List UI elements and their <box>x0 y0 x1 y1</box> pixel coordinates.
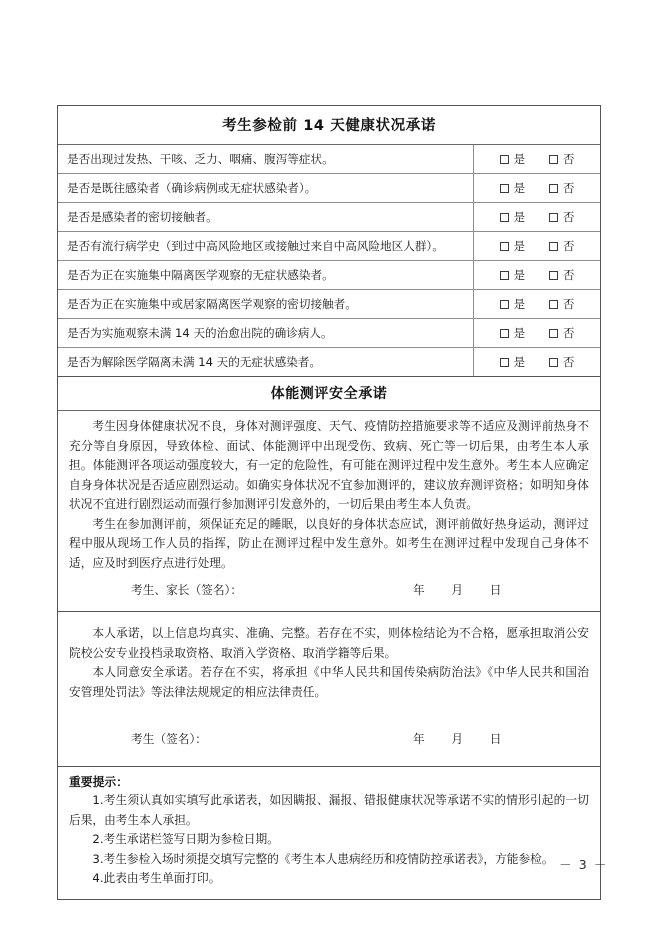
answer-choices <box>473 290 600 318</box>
commitment-paragraph-2: 本人同意安全承诺。若存在不实，将承担《中华人民共和国传染病防治法》《中华人民共和国治安管理处罚法》等法律法规规定的相应法律责任。 <box>69 665 589 699</box>
answer-choices <box>473 319 600 347</box>
choice-no-label: 否 <box>563 152 575 166</box>
fitness-paragraph-2: 考生在参加测评前，须保证充足的睡眠，以良好的身体状态应试，测评前做好热身运动，测评过程中服从现场工作人员的指挥，防止在测评过程中发生意外。如考生在测评过程中发现自己身体不适，应及时到医疗点进行处理。 <box>69 516 589 570</box>
choice-no-label: 否 <box>563 355 575 369</box>
checkbox-icon[interactable] <box>549 213 558 222</box>
date-month-label: 月 <box>451 732 464 746</box>
date-day-label: 日 <box>489 732 502 746</box>
answer-choices <box>473 174 600 202</box>
choice-no[interactable] <box>549 348 574 376</box>
choice-no[interactable] <box>549 203 574 231</box>
choice-no[interactable] <box>549 261 574 289</box>
choice-yes-label: 是 <box>513 152 525 166</box>
checkbox-icon[interactable] <box>549 184 558 193</box>
choice-no-label: 否 <box>563 326 575 340</box>
commitment-section-body <box>58 611 600 766</box>
choice-no[interactable] <box>549 174 574 202</box>
checkbox-icon[interactable] <box>549 242 558 251</box>
notes-title: 重要提示： <box>69 775 128 789</box>
list-item: 1.考生须认真如实填写此承诺表，如因瞒报、漏报、错报健康状况等承诺不实的情形引起的一切后果，由考生本人承担。 <box>69 793 589 827</box>
answer-choices <box>473 348 600 376</box>
table-row <box>58 174 600 203</box>
page-number: － 3 － <box>559 857 608 872</box>
commitment-signature-label[interactable]: 考生（签名）： <box>131 732 207 746</box>
commitment-signature-row <box>69 722 589 756</box>
list-item: 3.考生参检入场时须提交填写完整的《考生本人患病经历和疫情防控承诺表》，方能参检。 <box>92 851 554 866</box>
checkbox-icon[interactable] <box>549 271 558 280</box>
question-text: 是否有流行病学史（到过中高风险地区或接触过来自中高风险地区人群）。 <box>67 239 444 253</box>
choice-yes-label: 是 <box>513 210 525 224</box>
choice-yes[interactable] <box>500 203 525 231</box>
spacer <box>69 889 589 895</box>
fitness-signature-row <box>69 573 589 607</box>
checkbox-icon[interactable] <box>500 271 509 280</box>
choice-no[interactable] <box>549 290 574 318</box>
table-row <box>58 145 600 174</box>
answer-choices <box>473 203 600 231</box>
fitness-section-title: 体能测评安全承诺 <box>58 376 600 411</box>
date-year-label: 年 <box>412 732 426 746</box>
checkbox-icon[interactable] <box>549 155 558 164</box>
health-commitment-form <box>57 105 601 900</box>
choice-yes[interactable] <box>500 261 525 289</box>
choice-yes-label: 是 <box>513 297 525 311</box>
choice-no-label: 否 <box>563 239 575 253</box>
choice-yes[interactable] <box>500 145 525 173</box>
table-row <box>58 203 600 232</box>
health-section-title: 考生参检前 14 天健康状况承诺 <box>58 106 600 145</box>
commitment-signature-date[interactable] <box>402 731 513 747</box>
fitness-paragraph-1: 考生因身体健康状况不良，身体对测评强度、天气、疫情防控措施要求等不适应及测评前热身不充分等自身原因，导致体检、面试、体能测评中出现受伤、致病、死亡等一切后果，由考生本人承担。体能测评各项运动强度较大，有一定的危险性，有可能在测评过程中发生意外。考生本人应确定自身身体状况是否适应剧烈运动。如确实身体状况不宜参加测评的，建议放弃测评资格；如明知身体状况不宜进行剧烈运动而强行参加测评引发意外的，一切后果由考生本人负责。 <box>69 419 589 511</box>
choice-yes[interactable] <box>500 290 525 318</box>
checkbox-icon[interactable] <box>500 184 509 193</box>
choice-yes-label: 是 <box>513 268 525 282</box>
notes-section <box>58 766 600 899</box>
choice-yes[interactable] <box>500 174 525 202</box>
choice-yes-label: 是 <box>513 239 525 253</box>
answer-choices <box>473 145 600 173</box>
checkbox-icon[interactable] <box>500 155 509 164</box>
choice-no[interactable] <box>549 232 574 260</box>
checkbox-icon[interactable] <box>500 213 509 222</box>
date-month-label: 月 <box>451 583 464 597</box>
answer-choices <box>473 232 600 260</box>
checkbox-icon[interactable] <box>549 358 558 367</box>
choice-no-label: 否 <box>563 268 575 282</box>
list-item: 4.此表由考生单面打印。 <box>92 871 221 885</box>
table-row <box>58 290 600 319</box>
health-questions-list <box>58 145 600 376</box>
choice-yes-label: 是 <box>513 326 525 340</box>
checkbox-icon[interactable] <box>500 242 509 251</box>
table-row <box>58 232 600 261</box>
choice-yes-label: 是 <box>513 355 525 369</box>
checkbox-icon[interactable] <box>549 329 558 338</box>
fitness-signature-label[interactable]: 考生、家长（签名）： <box>131 583 243 597</box>
checkbox-icon[interactable] <box>500 358 509 367</box>
question-text: 是否为正在实施集中或居家隔离医学观察的密切接触者。 <box>67 297 357 311</box>
question-text: 是否为实施观察未满 14 天的治愈出院的确诊病人。 <box>67 326 333 340</box>
question-text: 是否为正在实施集中隔离医学观察的无症状感染者。 <box>67 268 334 282</box>
checkbox-icon[interactable] <box>500 329 509 338</box>
spacer <box>69 756 589 762</box>
question-text: 是否是感染者的密切接触者。 <box>67 210 218 224</box>
table-row <box>58 261 600 290</box>
answer-choices <box>473 261 600 289</box>
choice-no[interactable] <box>549 319 574 347</box>
checkbox-icon[interactable] <box>500 300 509 309</box>
table-row <box>58 319 600 348</box>
choice-no-label: 否 <box>563 181 575 195</box>
fitness-section-body <box>58 411 600 611</box>
question-text: 是否为解除医学隔离未满 14 天的无症状感染者。 <box>67 355 321 369</box>
question-text: 是否出现过发热、干咳、乏力、咽痛、腹泻等症状。 <box>67 152 334 166</box>
spacer <box>69 702 589 722</box>
choice-yes-label: 是 <box>513 181 525 195</box>
choice-no-label: 否 <box>563 297 575 311</box>
date-year-label: 年 <box>412 583 426 597</box>
choice-no-label: 否 <box>563 210 575 224</box>
date-day-label: 日 <box>489 583 502 597</box>
choice-no[interactable] <box>549 145 574 173</box>
list-item: 2.考生承诺栏签写日期为参检日期。 <box>92 832 279 846</box>
question-text: 是否是既往感染者（确诊病例或无症状感染者）。 <box>67 181 317 195</box>
choice-yes[interactable] <box>500 319 525 347</box>
commitment-paragraph-1: 本人承诺，以上信息均真实、准确、完整。若存在不实，则体检结论为不合格，愿承担取消公安院校公安专业投档录取资格、取消入学资格、取消学籍等后果。 <box>69 626 589 660</box>
choice-yes[interactable] <box>500 232 525 260</box>
fitness-signature-date[interactable] <box>402 582 513 598</box>
checkbox-icon[interactable] <box>549 300 558 309</box>
table-row <box>58 348 600 376</box>
choice-yes[interactable] <box>500 348 525 376</box>
